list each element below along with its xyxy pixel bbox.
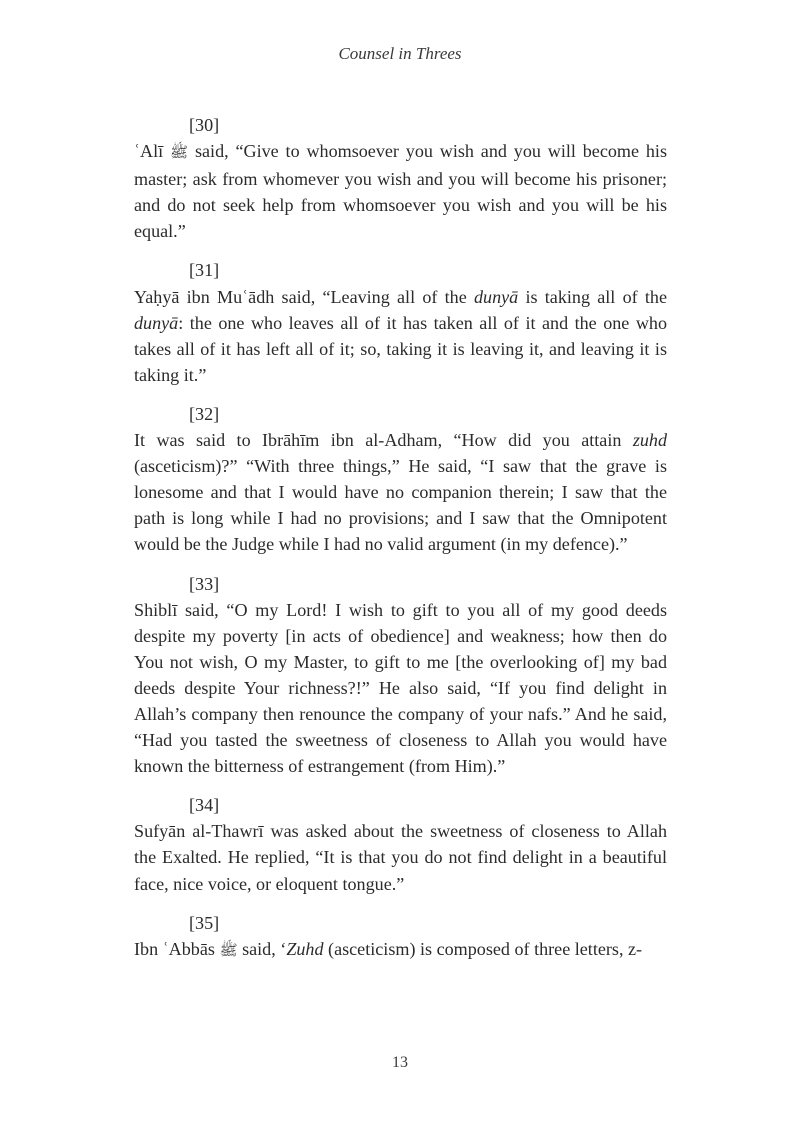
entry-text (134, 936, 667, 964)
entry-number: [32] (189, 403, 220, 424)
text-run: Shiblī said, “O my Lord! I wish to gift to you all of my good deeds despite my poverty [in acts of obedience] and weakness; how then do You not wish, O my Master, to gift to me [the overlooking of] my bad deeds despite Your richness?!” He also said, “If you find delight in Allah’s company then renounce the company of your nafs.” And he said, “Had you tasted the sweetness of closeness to Allah you would have known the bitterness of estrangement (from Him).” (134, 599, 667, 777)
entry-number: [30] (189, 115, 220, 135)
italic-term: Zuhd (286, 938, 324, 959)
text-run: Yaḥyā ibn Muʿādh said, “Leaving all of the (134, 286, 474, 307)
text-run: is taking all of the (518, 286, 667, 307)
text-run: It was said to Ibrāhīm ibn al-Adham, “How did you attain (134, 430, 633, 451)
honorific-glyph: ﷺ (219, 942, 238, 959)
text-run: : the one who leaves all of it has taken all of it and the one who takes all of it has left all of it; so, taking it is leaving it, and leaving it is taking it.” (134, 312, 667, 385)
saying-entry (134, 257, 667, 387)
entry-number: [33] (189, 573, 220, 594)
italic-term: zuhd (632, 430, 667, 451)
saying-entry (134, 792, 667, 896)
running-head: Counsel in Threes (338, 44, 462, 63)
italic-term: dunyā (474, 286, 519, 307)
entry-number: [35] (189, 912, 220, 933)
saying-entry (134, 910, 667, 964)
page-number: 13 (392, 1054, 408, 1071)
text-run: Ibn ʿAbbās (134, 938, 220, 959)
saying-entry (134, 571, 667, 780)
italic-term: dunyā (134, 312, 179, 333)
text-run: said, “Give to whomsoever you wish and you will become his master; ask from whomever you wish and you will become his prisoner; and do not seek help from whomsoever you wish and you will be his equal.” (134, 141, 667, 242)
entry-text (134, 597, 667, 780)
entry-text (134, 818, 667, 896)
entry-text (134, 427, 667, 557)
entry-text (134, 284, 667, 388)
entry-number: [34] (189, 795, 220, 816)
page-body (134, 112, 667, 977)
saying-entry (134, 112, 667, 244)
text-run: Sufyān al-Thawrī was asked about the sweetness of closeness to Allah the Exalted. He replied, “It is that you do not find delight in a beautiful face, nice voice, or eloquent tongue.” (134, 821, 667, 894)
entry-number: [31] (189, 260, 220, 281)
saying-entry (134, 401, 667, 558)
text-run: (asceticism) is composed of three letters, z- (323, 938, 643, 959)
text-run: (asceticism)?” “With three things,” He said, “I saw that the grave is lonesome and that I would have no companion therein; I saw that the path is long while I had no provisions; and I saw that the Omnipotent would be the Judge while I had no valid argument (in my defence).” (134, 456, 667, 555)
text-run: ʿAlī (134, 141, 170, 162)
text-run: said, ‘ (237, 938, 287, 959)
honorific-glyph: ﷺ (170, 145, 189, 162)
entry-text (134, 138, 667, 244)
